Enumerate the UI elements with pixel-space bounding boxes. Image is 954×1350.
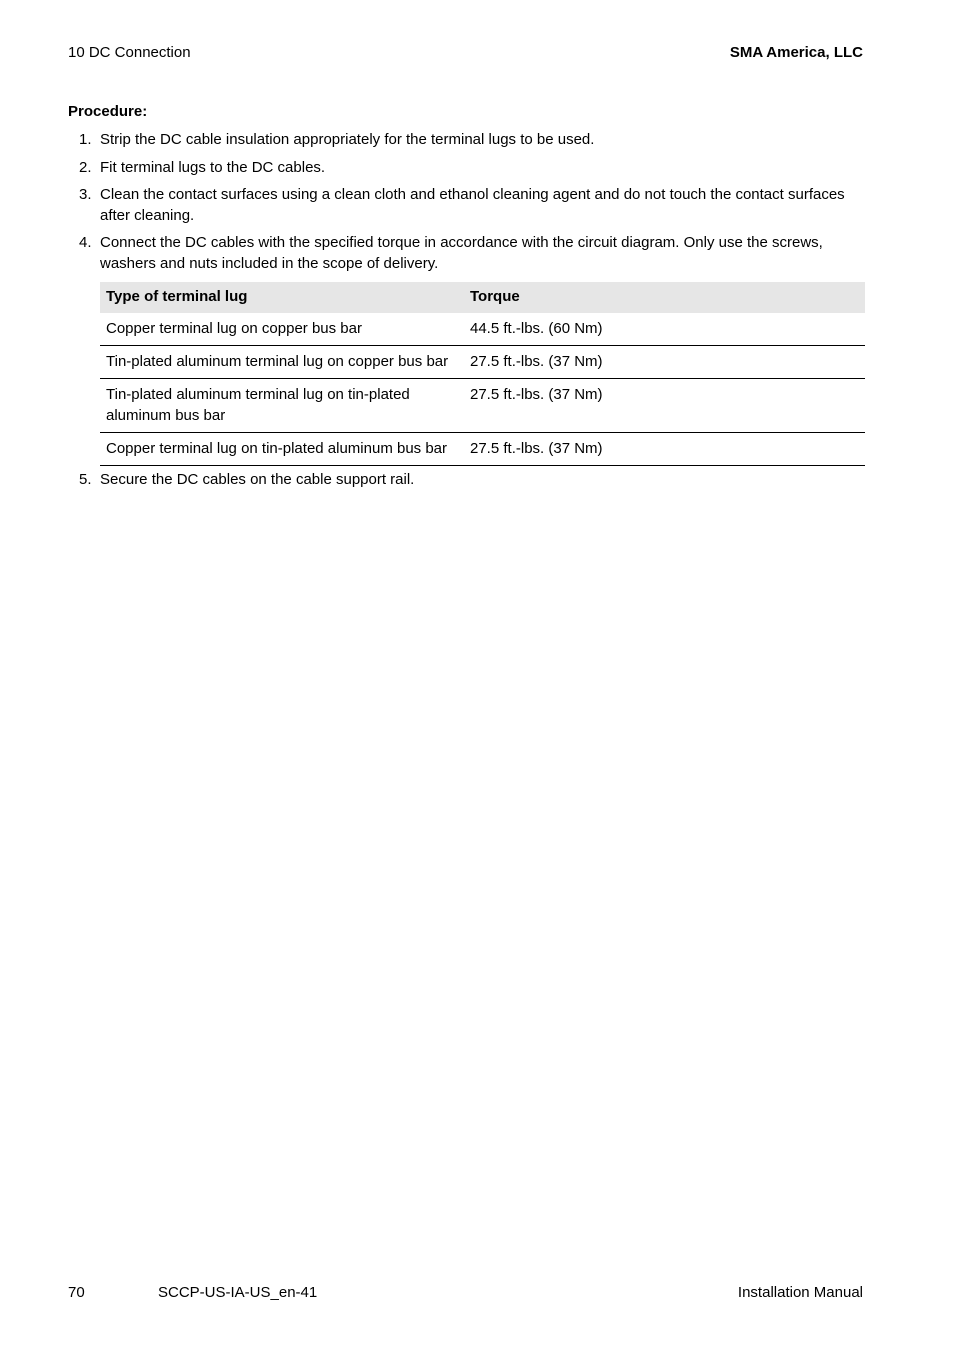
- procedure-step: [68, 184, 868, 226]
- procedure-step: [68, 232, 868, 274]
- footer-document-type: Installation Manual: [737, 1284, 863, 1301]
- footer-page-number: 70: [68, 1284, 85, 1301]
- table-header-row: [100, 282, 865, 313]
- step-text: Fit terminal lugs to the DC cables.: [100, 159, 326, 176]
- step-number: 5.: [79, 471, 92, 488]
- cell-lug-type: Tin-plated aluminum terminal lug on tin-plated aluminum bus bar: [100, 379, 464, 433]
- cell-lug-type: Tin-plated aluminum terminal lug on copper bus bar: [100, 346, 464, 379]
- step-number: 4.: [79, 234, 92, 251]
- cell-torque: 27.5 ft.-lbs. (37 Nm): [464, 433, 865, 466]
- cell-lug-type: Copper terminal lug on tin-plated aluminum bus bar: [100, 433, 464, 466]
- cell-torque: 27.5 ft.-lbs. (37 Nm): [464, 346, 865, 379]
- step-number: 3.: [79, 186, 92, 203]
- footer-document-code: SCCP-US-IA-US_en-41: [158, 1284, 318, 1301]
- procedure-heading: Procedure:: [68, 103, 148, 120]
- table-row: [100, 346, 865, 379]
- column-header-torque: Torque: [464, 282, 865, 313]
- cell-torque: 44.5 ft.-lbs. (60 Nm): [464, 313, 865, 346]
- step-text: Secure the DC cables on the cable support rail.: [100, 471, 415, 488]
- cell-lug-type: Copper terminal lug on copper bus bar: [100, 313, 464, 346]
- procedure-step: [68, 157, 868, 178]
- header-section-title: 10 DC Connection: [68, 44, 191, 61]
- procedure-step: [68, 469, 868, 490]
- table-row: [100, 379, 865, 433]
- column-header-lug-type: Type of terminal lug: [100, 282, 464, 313]
- torque-table: [100, 282, 865, 466]
- table-row: [100, 433, 865, 466]
- step-number: 1.: [79, 131, 92, 148]
- step-text: Strip the DC cable insulation appropriately for the terminal lugs to be used.: [100, 131, 595, 148]
- header-company-name: SMA America, LLC: [729, 44, 863, 61]
- step-text: Connect the DC cables with the specified torque in accordance with the circuit diagram. Only use the screws, washers and nuts included in the scope of delivery.: [100, 234, 823, 272]
- step-number: 2.: [79, 159, 92, 176]
- procedure-step: [68, 129, 868, 150]
- step-text: Clean the contact surfaces using a clean cloth and ethanol cleaning agent and do not touch the contact surfaces after cleaning.: [100, 186, 845, 224]
- cell-torque: 27.5 ft.-lbs. (37 Nm): [464, 379, 865, 433]
- table-row: [100, 313, 865, 346]
